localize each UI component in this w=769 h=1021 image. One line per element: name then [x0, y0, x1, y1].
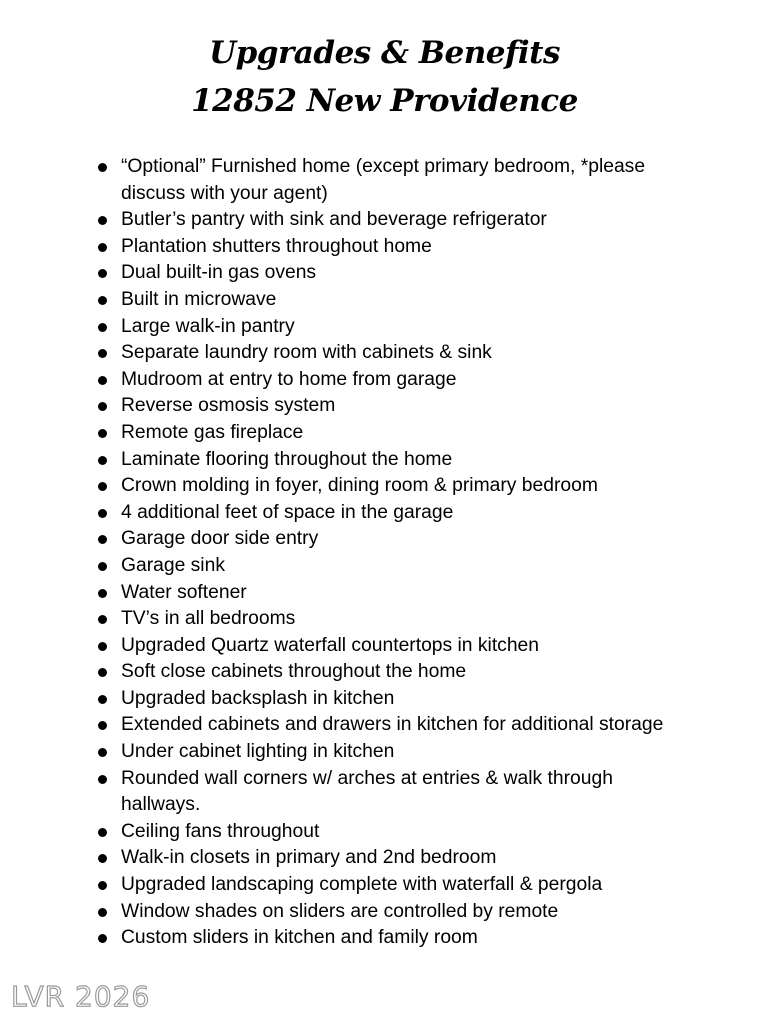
list-item	[97, 819, 727, 846]
list-item	[97, 314, 727, 341]
list-item	[97, 659, 727, 686]
list-item	[97, 420, 727, 447]
list-item	[97, 739, 727, 766]
watermark: LVR 2026	[11, 980, 151, 1013]
bullet-icon	[98, 934, 107, 943]
list-item	[97, 845, 727, 872]
list-item	[97, 553, 727, 580]
list-item-text: Dual built-in gas ovens	[121, 262, 317, 284]
list-item	[97, 207, 727, 234]
list-item-text: discuss with your agent)	[121, 182, 328, 204]
benefits-list	[97, 154, 727, 952]
list-item-text: Mudroom at entry to home from garage	[121, 368, 457, 390]
bullet-icon	[98, 243, 107, 252]
list-item-text: Custom sliders in kitchen and family room	[121, 927, 478, 949]
list-item-text: Rounded wall corners w/ arches at entries & walk through	[121, 767, 613, 789]
bullet-icon	[98, 615, 107, 624]
bullet-icon	[98, 535, 107, 544]
list-item-text: Built in microwave	[121, 288, 277, 310]
bullet-icon	[98, 881, 107, 890]
list-item-text: hallways.	[121, 794, 201, 816]
list-item-text: Water softener	[121, 581, 247, 603]
list-item-text: Upgraded landscaping complete with waterfall & pergola	[121, 874, 603, 896]
bullet-icon	[98, 296, 107, 305]
list-item-text: Garage door side entry	[121, 528, 319, 550]
list-item-text: Garage sink	[121, 554, 225, 576]
bullet-icon	[98, 908, 107, 917]
list-item-text: Crown molding in foyer, dining room & primary bedroom	[121, 475, 598, 497]
list-item	[97, 925, 727, 952]
list-item-text: Window shades on sliders are controlled by remote	[121, 900, 559, 922]
list-item	[97, 580, 727, 607]
list-item-text: Under cabinet lighting in kitchen	[121, 741, 395, 763]
list-item	[97, 393, 727, 420]
list-item-text: Soft close cabinets throughout the home	[121, 661, 467, 683]
list-item-text: Plantation shutters throughout home	[121, 235, 432, 257]
list-item-text: Reverse osmosis system	[121, 395, 336, 417]
list-item	[97, 606, 727, 633]
list-item	[97, 712, 727, 739]
list-item	[97, 473, 727, 500]
list-item	[97, 686, 727, 713]
list-item	[97, 367, 727, 394]
bullet-icon	[98, 402, 107, 411]
bullet-icon	[98, 775, 107, 784]
bullet-icon	[98, 349, 107, 358]
bullet-icon	[98, 562, 107, 571]
list-item-text: Upgraded Quartz waterfall countertops in kitchen	[121, 634, 539, 656]
property-address: 12852 New Providence	[191, 83, 578, 119]
bullet-icon	[98, 216, 107, 225]
list-item-text: Remote gas fireplace	[121, 421, 304, 443]
bullet-icon	[98, 323, 107, 332]
list-item	[97, 260, 727, 287]
list-item	[97, 872, 727, 899]
bullet-icon	[98, 163, 107, 172]
list-item-text: 4 additional feet of space in the garage	[121, 501, 454, 523]
bullet-icon	[98, 456, 107, 465]
list-item-text: Upgraded backsplash in kitchen	[121, 687, 395, 709]
bullet-icon	[98, 642, 107, 651]
bullet-icon	[98, 721, 107, 730]
list-item-text: Ceiling fans throughout	[121, 820, 320, 842]
list-item-text: TV’s in all bedrooms	[121, 608, 296, 630]
bullet-icon	[98, 668, 107, 677]
bullet-icon	[98, 482, 107, 491]
bullet-icon	[98, 695, 107, 704]
page-title: Upgrades & Benefits	[209, 35, 560, 71]
bullet-icon	[98, 429, 107, 438]
list-item-text: “Optional” Furnished home (except primary bedroom, *please	[121, 156, 646, 177]
list-item	[97, 899, 727, 926]
list-item	[97, 526, 727, 553]
list-item	[97, 500, 727, 527]
bullet-icon	[98, 589, 107, 598]
list-item	[97, 633, 727, 660]
bullet-icon	[98, 854, 107, 863]
list-item	[97, 766, 727, 819]
list-item-text: Separate laundry room with cabinets & sink	[121, 342, 492, 364]
list-item	[97, 447, 727, 474]
bullet-icon	[98, 828, 107, 837]
list-item	[97, 234, 727, 261]
list-item-text: Large walk-in pantry	[121, 315, 295, 337]
bullet-icon	[98, 269, 107, 278]
list-item-text: Walk-in closets in primary and 2nd bedroom	[121, 847, 497, 869]
list-item	[97, 287, 727, 314]
list-item-text: Extended cabinets and drawers in kitchen for additional storage	[121, 714, 664, 736]
list-item-text: Laminate flooring throughout the home	[121, 448, 453, 470]
list-item	[97, 340, 727, 367]
bullet-icon	[98, 509, 107, 518]
list-item-text: Butler’s pantry with sink and beverage refrigerator	[121, 209, 547, 231]
bullet-icon	[98, 376, 107, 385]
list-item	[97, 154, 727, 207]
bullet-icon	[98, 748, 107, 757]
